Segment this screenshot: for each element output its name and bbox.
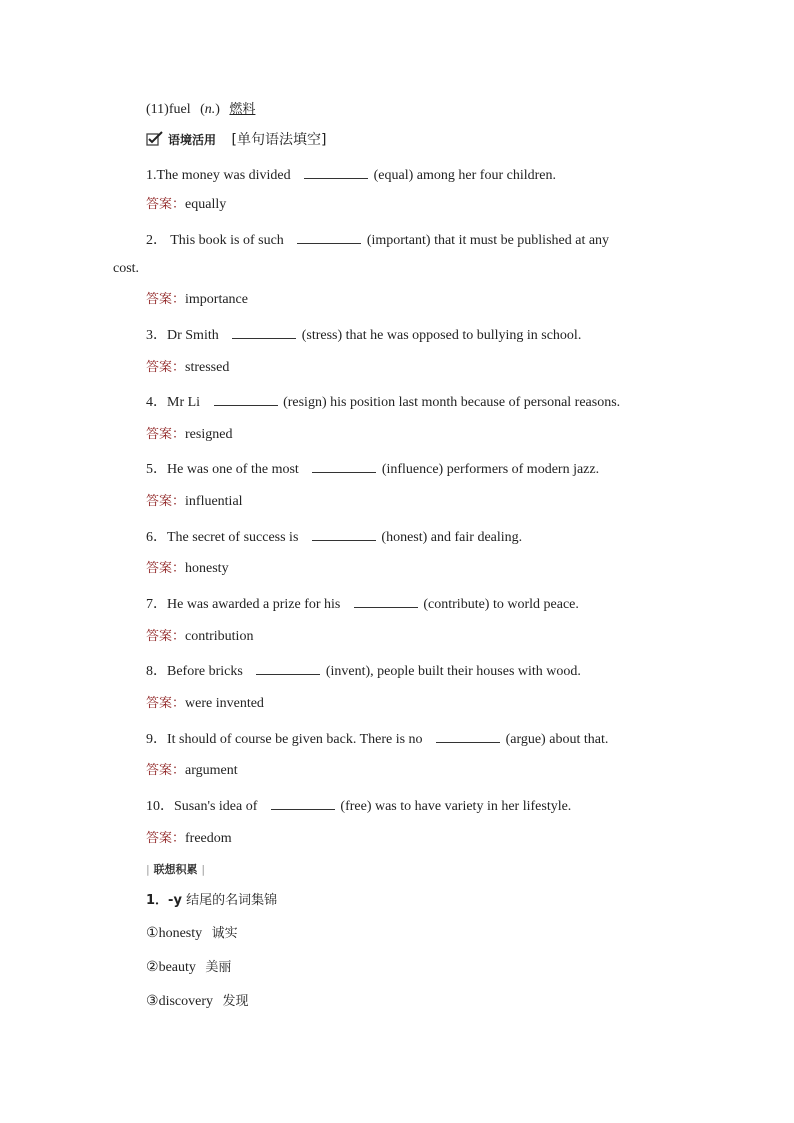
answer-text: resigned xyxy=(185,427,233,442)
question-9 xyxy=(146,729,608,749)
question-hint: (contribute) xyxy=(423,597,490,612)
answer-7 xyxy=(146,628,253,646)
answer-text: argument xyxy=(185,763,238,778)
question-2 xyxy=(146,230,609,250)
question-hint: (free) xyxy=(340,799,372,814)
answer-label: 答案： xyxy=(146,494,186,509)
association-badge: | 联想积累 | xyxy=(146,863,206,876)
heading-suffix: -y xyxy=(168,893,182,908)
item-word: discovery xyxy=(158,994,213,1009)
answer-text: stressed xyxy=(185,360,230,375)
vocab-word: fuel xyxy=(168,102,191,117)
question-text: his position last month because of personal reasons. xyxy=(330,395,621,410)
association-item-3 xyxy=(146,993,249,1011)
answer-5 xyxy=(146,493,243,511)
vocab-meaning: 燃料 xyxy=(229,102,256,117)
question-number: 9． xyxy=(146,732,167,747)
question-number: 7． xyxy=(146,597,167,612)
answer-blank[interactable] xyxy=(297,230,361,244)
answer-blank[interactable] xyxy=(312,527,376,541)
question-text: The money was divided xyxy=(156,168,291,183)
item-mark: ① xyxy=(146,926,159,941)
question-hint: (important) xyxy=(366,233,431,248)
answer-2 xyxy=(146,291,248,309)
answer-label: 答案： xyxy=(146,360,186,375)
item-meaning: 诚实 xyxy=(211,926,238,941)
question-hint: (resign) xyxy=(283,395,327,410)
answer-label: 答案： xyxy=(146,629,186,644)
item-mark: ③ xyxy=(146,994,159,1009)
section-task: [单句语法填空] xyxy=(231,132,327,148)
question-text: was to have variety in her lifestyle. xyxy=(374,799,572,814)
answer-blank[interactable] xyxy=(271,796,335,810)
question-text: The secret of success is xyxy=(167,530,299,545)
question-text: Dr Smith xyxy=(167,328,219,343)
answer-blank[interactable] xyxy=(436,729,500,743)
answer-label: 答案： xyxy=(146,831,186,846)
item-word: beauty xyxy=(158,960,196,975)
answer-10 xyxy=(146,830,232,848)
question-6 xyxy=(146,527,522,547)
question-text: and fair dealing. xyxy=(430,530,523,545)
answer-blank[interactable] xyxy=(304,165,368,179)
answer-label: 答案： xyxy=(146,561,186,576)
answer-8 xyxy=(146,695,264,713)
vocab-number: (11) xyxy=(146,102,169,117)
question-2-continued xyxy=(113,260,139,278)
question-text: that he was opposed to bullying in school. xyxy=(345,328,582,343)
question-number: 4． xyxy=(146,395,167,410)
question-text: people built their houses with wood. xyxy=(377,664,581,679)
section-heading xyxy=(146,131,326,150)
answer-text: freedom xyxy=(185,831,232,846)
association-badge-label: 联想积累 xyxy=(153,863,198,876)
answer-label: 答案： xyxy=(146,763,186,778)
question-number: 6． xyxy=(146,530,167,545)
question-4 xyxy=(146,392,620,412)
item-meaning: 美丽 xyxy=(205,960,232,975)
question-text: to world peace. xyxy=(492,597,579,612)
question-hint: (argue) xyxy=(505,732,546,747)
answer-blank[interactable] xyxy=(312,459,376,473)
question-hint: (influence) xyxy=(381,462,444,477)
item-word: honesty xyxy=(158,926,203,941)
answer-blank[interactable] xyxy=(354,594,418,608)
question-text: He was one of the most xyxy=(167,462,299,477)
association-heading xyxy=(146,892,277,910)
association-item-1 xyxy=(146,925,238,943)
answer-1 xyxy=(146,196,226,214)
answer-text: importance xyxy=(185,292,248,307)
answer-text: influential xyxy=(185,494,243,509)
answer-blank[interactable] xyxy=(214,392,278,406)
answer-text: contribution xyxy=(185,629,254,644)
answer-label: 答案： xyxy=(146,427,186,442)
question-text: This book is of such xyxy=(170,233,284,248)
question-hint: (stress) xyxy=(301,328,343,343)
question-3 xyxy=(146,325,581,345)
answer-label: 答案： xyxy=(146,197,186,212)
question-number: 2． xyxy=(146,233,167,248)
question-10 xyxy=(146,796,571,816)
answer-label: 答案： xyxy=(146,696,186,711)
question-number: 8． xyxy=(146,664,167,679)
check-pencil-icon xyxy=(146,131,164,146)
question-text: Susan's idea of xyxy=(174,799,258,814)
question-5 xyxy=(146,459,599,479)
answer-label: 答案： xyxy=(146,292,186,307)
question-text: among her four children. xyxy=(416,168,556,183)
question-text: He was awarded a prize for his xyxy=(167,597,341,612)
answer-9 xyxy=(146,762,238,780)
question-number: 5． xyxy=(146,462,167,477)
question-text: Before bricks xyxy=(167,664,243,679)
heading-text: 结尾的名词集锦 xyxy=(186,893,278,908)
answer-blank[interactable] xyxy=(232,325,296,339)
question-text: about that. xyxy=(549,732,609,747)
question-text: that it must be published at any xyxy=(434,233,610,248)
question-text: It should of course be given back. There is no xyxy=(167,732,423,747)
vocab-entry xyxy=(146,101,255,119)
section-label: 语境活用 xyxy=(168,133,217,147)
answer-6 xyxy=(146,560,229,578)
question-hint: (invent), xyxy=(325,664,374,679)
item-mark: ② xyxy=(146,960,159,975)
question-text: Mr Li xyxy=(167,395,201,410)
vocab-pos-close: ) xyxy=(215,102,220,117)
question-number: 1. xyxy=(146,168,157,183)
question-7 xyxy=(146,594,579,614)
association-item-2 xyxy=(146,959,231,977)
question-1 xyxy=(146,165,556,185)
answer-4 xyxy=(146,426,232,444)
question-hint: (equal) xyxy=(373,168,414,183)
item-meaning: 发现 xyxy=(222,994,249,1009)
vocab-pos-open: ( xyxy=(200,102,205,117)
question-number: 3． xyxy=(146,328,167,343)
heading-number: 1． xyxy=(146,893,169,908)
answer-blank[interactable] xyxy=(256,661,320,675)
question-text: performers of modern jazz. xyxy=(446,462,600,477)
vocab-pos: n. xyxy=(204,102,216,117)
answer-text: equally xyxy=(185,197,227,212)
answer-3 xyxy=(146,359,229,377)
question-8 xyxy=(146,661,581,681)
answer-text: honesty xyxy=(185,561,229,576)
question-text: cost. xyxy=(113,261,140,276)
question-number: 10． xyxy=(146,799,174,814)
question-hint: (honest) xyxy=(381,530,428,545)
answer-text: were invented xyxy=(185,696,264,711)
